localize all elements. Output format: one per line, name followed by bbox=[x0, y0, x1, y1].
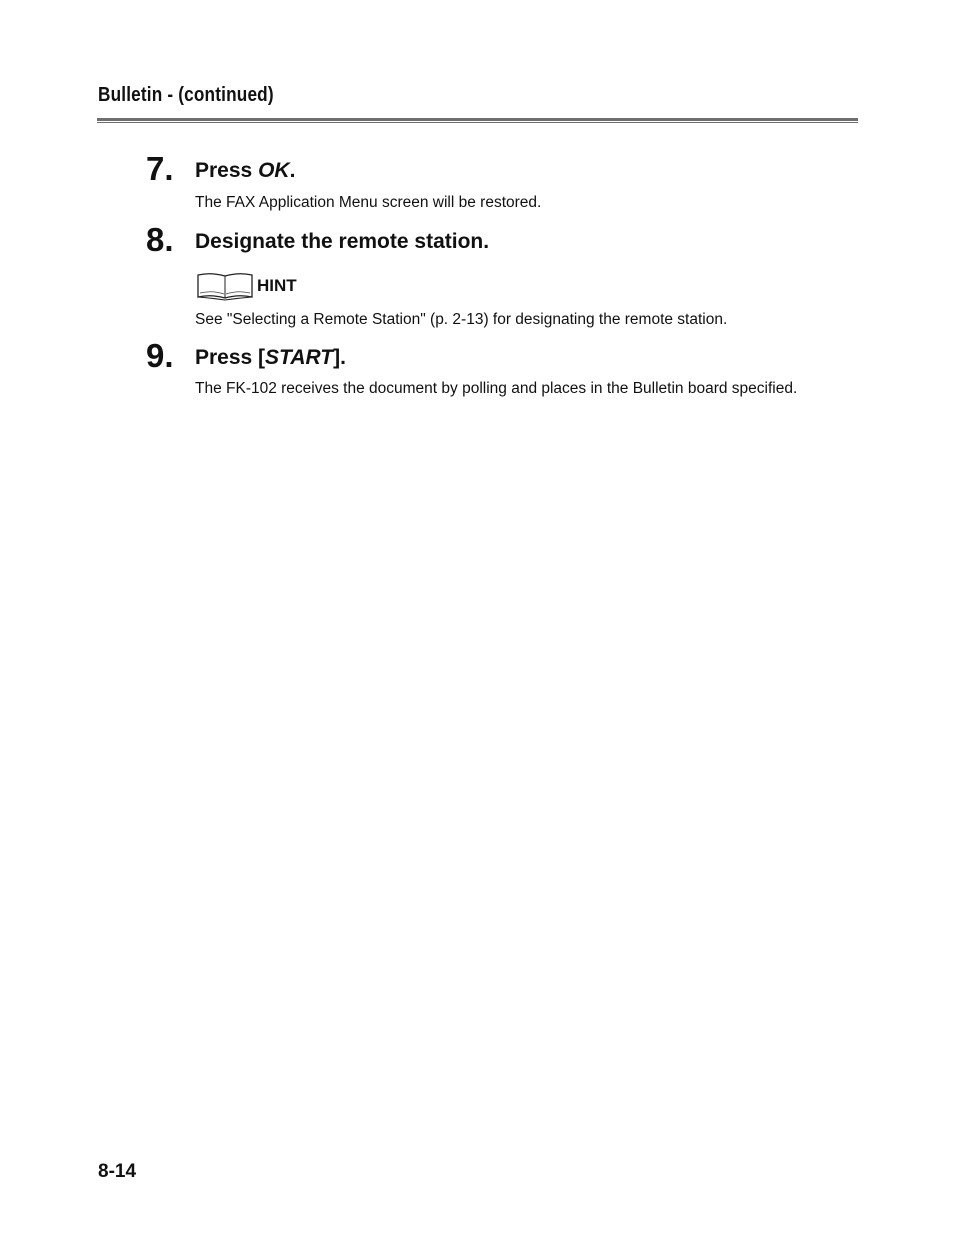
step-number: 7. bbox=[146, 150, 174, 187]
section-title: Bulletin - (continued) bbox=[98, 84, 274, 106]
step-title bbox=[195, 160, 295, 181]
step-title-key: OK bbox=[258, 159, 290, 182]
book-icon bbox=[196, 271, 254, 301]
step-title-key: START bbox=[265, 346, 334, 369]
step-description: The FAX Application Menu screen will be restored. bbox=[195, 194, 542, 211]
step-number: 9. bbox=[146, 337, 174, 374]
step-title-prefix: Press bbox=[195, 159, 259, 182]
step-title-suffix: . bbox=[289, 159, 296, 182]
header-rule bbox=[97, 118, 858, 121]
hint-label: HINT bbox=[257, 276, 297, 295]
page-number: 8-14 bbox=[98, 1161, 137, 1182]
header-rule-thin bbox=[97, 122, 858, 123]
step-title: Designate the remote station. bbox=[195, 230, 490, 253]
step-title bbox=[195, 347, 346, 368]
step-title-prefix: Press [ bbox=[195, 346, 266, 369]
hint-text: See "Selecting a Remote Station" (p. 2-13) for designating the remote station. bbox=[195, 311, 728, 328]
step-number: 8. bbox=[146, 221, 174, 258]
step-description: The FK-102 receives the document by polling and places in the Bulletin board specified. bbox=[195, 380, 798, 397]
step-title-suffix: ]. bbox=[333, 346, 346, 369]
